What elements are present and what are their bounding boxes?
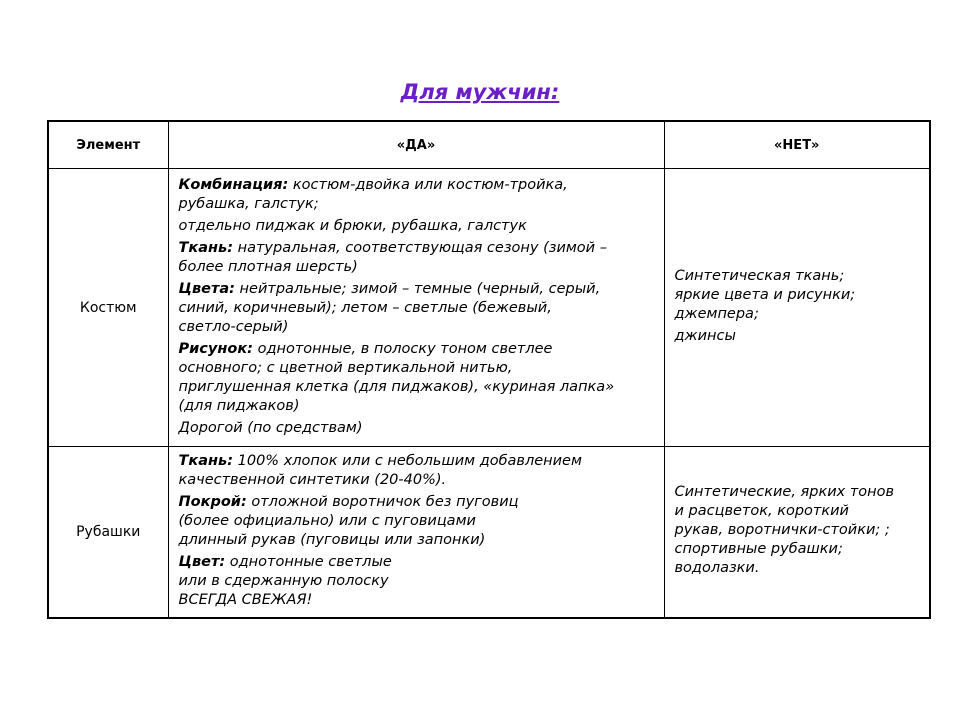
text-line: светло-серый) xyxy=(178,318,289,335)
text-line: Синтетические, ярких тонов xyxy=(674,484,895,501)
text-line: рубашка, галстук; xyxy=(178,195,319,212)
text-line: яркие цвета и рисунки; xyxy=(674,287,856,303)
paragraph xyxy=(675,267,922,324)
text-line: (более официально) или с пуговицами xyxy=(178,512,476,529)
text-line: качественной синтетики (20-40%). xyxy=(178,471,447,488)
paragraph-label: Ткань: xyxy=(178,452,234,469)
header-yes: «ДА» xyxy=(168,121,664,169)
text-line: длинный рукав (пуговицы или запонки) xyxy=(178,531,486,548)
text-line: нейтральные; зимой – темные (черный, серый, xyxy=(234,280,601,297)
table-row xyxy=(48,169,930,447)
paragraph xyxy=(675,483,922,578)
text-line: отложной воротничок без пуговиц xyxy=(246,493,519,510)
paragraph xyxy=(179,340,656,416)
header-element: Элемент xyxy=(48,121,168,169)
text-line: рукав, воротнички-стойки; ; xyxy=(674,522,890,539)
text-line: синий, коричневый); летом – светлые (бежевый, xyxy=(178,299,552,316)
paragraph xyxy=(179,452,656,490)
paragraph-label: Комбинация: xyxy=(178,176,289,193)
paragraph xyxy=(179,493,656,550)
paragraph xyxy=(179,176,656,214)
text-line: джемпера; xyxy=(674,306,759,322)
text-line: водолазки. xyxy=(674,560,760,577)
text-line: или в сдержанную полоску xyxy=(178,572,389,589)
paragraph-label: Цвет: xyxy=(178,553,226,570)
text-line: и расцветок, короткий xyxy=(674,503,849,520)
text-line: 100% хлопок или с небольшим добавлением xyxy=(233,452,582,469)
text-line: однотонные, в полоску тоном светлее xyxy=(252,340,553,357)
text-line: спортивные рубашки; xyxy=(674,541,843,558)
dress-code-table xyxy=(47,120,931,619)
header-no: «НЕТ» xyxy=(664,121,930,169)
text-line: натуральная, соответствующая сезону (зимой – xyxy=(233,239,607,256)
text-line: однотонные светлые xyxy=(225,553,392,570)
paragraph xyxy=(675,327,922,346)
page-title: Для мужчин: xyxy=(400,80,560,104)
paragraph xyxy=(179,217,656,236)
paragraph-label: Ткань: xyxy=(178,239,234,256)
no-cell xyxy=(664,447,930,618)
text-line: более плотная шерсть) xyxy=(178,258,358,275)
paragraph xyxy=(179,419,656,438)
text-line: Дорогой (по средствам) xyxy=(178,419,363,436)
text-line: джинсы xyxy=(674,328,736,344)
text-line: основного; с цветной вертикальной нитью, xyxy=(178,359,513,376)
paragraph xyxy=(179,553,656,610)
yes-cell xyxy=(168,169,664,447)
text-line: приглушенная клетка (для пиджаков), «куриная лапка» xyxy=(178,378,615,395)
text-line: (для пиджаков) xyxy=(178,397,300,414)
text-line: ВСЕГДА СВЕЖАЯ! xyxy=(178,591,313,608)
table-header-row xyxy=(48,121,930,169)
paragraph xyxy=(179,280,656,337)
row-element-label: Рубашки xyxy=(48,447,168,618)
text-line: отдельно пиджак и брюки, рубашка, галстук xyxy=(178,217,527,234)
paragraph xyxy=(179,239,656,277)
text-line: Синтетическая ткань; xyxy=(674,268,845,284)
text-line: костюм-двойка или костюм-тройка, xyxy=(288,176,568,193)
yes-cell xyxy=(168,447,664,618)
row-element-label: Костюм xyxy=(48,169,168,447)
no-cell xyxy=(664,169,930,447)
table-row xyxy=(48,447,930,618)
paragraph-label: Цвета: xyxy=(178,280,235,297)
paragraph-label: Рисунок: xyxy=(178,340,253,357)
paragraph-label: Покрой: xyxy=(178,493,247,510)
